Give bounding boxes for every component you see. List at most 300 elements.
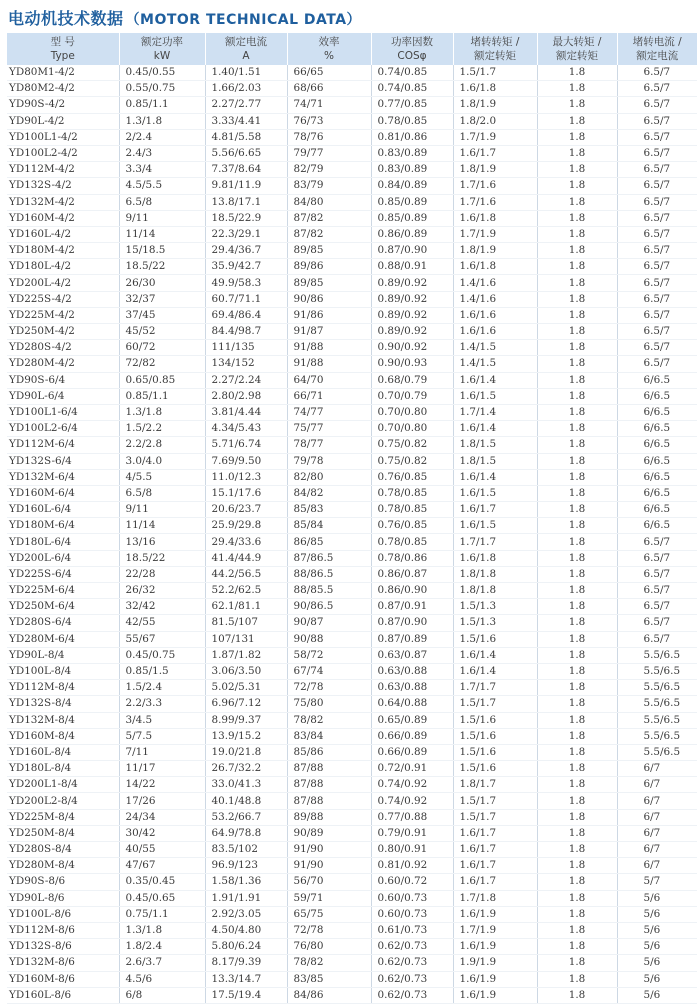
data-cell: 5.56/6.65 <box>205 145 287 161</box>
data-cell: 1.87/1.82 <box>205 647 287 663</box>
table-row <box>7 825 697 841</box>
data-cell: 1.8 <box>537 939 617 955</box>
data-cell: 1.7/1.6 <box>453 178 537 194</box>
data-cell: 68/66 <box>287 81 371 97</box>
type-cell: YD180M-6/4 <box>7 518 119 534</box>
data-cell: 1.66/2.03 <box>205 81 287 97</box>
data-cell: 1.8 <box>537 647 617 663</box>
data-cell: 13.3/14.7 <box>205 971 287 987</box>
data-cell: 0.78/0.85 <box>371 534 453 550</box>
data-cell: 84/86 <box>287 987 371 1003</box>
data-cell: 0.80/0.91 <box>371 842 453 858</box>
data-cell: 1.7/1.7 <box>453 534 537 550</box>
data-cell: 3.81/4.44 <box>205 404 287 420</box>
data-cell: 6/7 <box>617 793 697 809</box>
data-cell: 1.8 <box>537 663 617 679</box>
type-cell: YD132M-8/6 <box>7 955 119 971</box>
data-cell: 7/11 <box>119 744 205 760</box>
data-cell: 1.6/1.8 <box>453 550 537 566</box>
type-cell: YD180L-4/2 <box>7 259 119 275</box>
data-cell: 82/80 <box>287 469 371 485</box>
data-cell: 1.40/1.51 <box>205 65 287 81</box>
data-cell: 3.0/4.0 <box>119 453 205 469</box>
column-header <box>617 33 697 65</box>
data-cell: 0.62/0.73 <box>371 955 453 971</box>
data-cell: 0.87/0.90 <box>371 615 453 631</box>
data-cell: 2.27/2.77 <box>205 97 287 113</box>
data-cell: 1.8/1.8 <box>453 566 537 582</box>
type-cell: YD250M-8/4 <box>7 825 119 841</box>
table-row <box>7 162 697 178</box>
data-cell: 1.8 <box>537 210 617 226</box>
table-row <box>7 356 697 372</box>
data-cell: 1.8 <box>537 696 617 712</box>
type-cell: YD112M-8/6 <box>7 922 119 938</box>
data-cell: 0.60/0.73 <box>371 890 453 906</box>
column-header <box>453 33 537 65</box>
data-cell: 5.80/6.24 <box>205 939 287 955</box>
data-cell: 5.5/6.5 <box>617 712 697 728</box>
type-cell: YD160L-4/2 <box>7 226 119 242</box>
data-cell: 87/88 <box>287 793 371 809</box>
data-cell: 0.81/0.92 <box>371 858 453 874</box>
data-cell: 3/4.5 <box>119 712 205 728</box>
table-row <box>7 647 697 663</box>
data-cell: 42/55 <box>119 615 205 631</box>
data-cell: 6/7 <box>617 858 697 874</box>
data-cell: 1.8 <box>537 178 617 194</box>
data-cell: 6/8 <box>119 987 205 1003</box>
data-cell: 0.74/0.92 <box>371 793 453 809</box>
title-en: （MOTOR TECHNICAL DATA） <box>125 12 362 28</box>
data-cell: 6.5/7 <box>617 259 697 275</box>
data-cell: 87/88 <box>287 777 371 793</box>
data-cell: 0.45/0.55 <box>119 65 205 81</box>
data-cell: 1.8 <box>537 421 617 437</box>
data-cell: 1.3/1.8 <box>119 922 205 938</box>
data-cell: 111/135 <box>205 340 287 356</box>
type-cell: YD280S-6/4 <box>7 615 119 631</box>
type-cell: YD250M-4/2 <box>7 324 119 340</box>
data-cell: 1.8 <box>537 842 617 858</box>
data-cell: 1.8 <box>537 615 617 631</box>
data-cell: 0.87/0.89 <box>371 631 453 647</box>
data-cell: 1.8 <box>537 226 617 242</box>
table-row <box>7 696 697 712</box>
data-cell: 5.5/6.5 <box>617 647 697 663</box>
data-cell: 5.5/6.5 <box>617 696 697 712</box>
data-cell: 22.3/29.1 <box>205 226 287 242</box>
table-row <box>7 922 697 938</box>
type-cell: YD250M-6/4 <box>7 599 119 615</box>
data-cell: 1.8 <box>537 744 617 760</box>
data-cell: 1.5/1.6 <box>453 631 537 647</box>
data-cell: 18.5/22.9 <box>205 210 287 226</box>
data-cell: 83.5/102 <box>205 842 287 858</box>
data-cell: 1.6/1.7 <box>453 145 537 161</box>
data-cell: 1.7/1.9 <box>453 226 537 242</box>
data-cell: 6.5/7 <box>617 194 697 210</box>
data-cell: 13.9/15.2 <box>205 728 287 744</box>
data-cell: 85/84 <box>287 518 371 534</box>
data-cell: 1.6/1.4 <box>453 372 537 388</box>
data-cell: 67/74 <box>287 663 371 679</box>
data-cell: 82/79 <box>287 162 371 178</box>
data-cell: 4.34/5.43 <box>205 421 287 437</box>
data-cell: 1.8 <box>537 631 617 647</box>
data-cell: 0.74/0.85 <box>371 65 453 81</box>
data-cell: 78/77 <box>287 437 371 453</box>
data-cell: 90/88 <box>287 631 371 647</box>
data-cell: 1.7/1.8 <box>453 890 537 906</box>
data-cell: 0.55/0.75 <box>119 81 205 97</box>
page-title <box>8 6 361 29</box>
data-cell: 1.8 <box>537 809 617 825</box>
table-row <box>7 987 697 1003</box>
data-cell: 0.66/0.89 <box>371 728 453 744</box>
data-cell: 41.4/44.9 <box>205 550 287 566</box>
data-cell: 1.8 <box>537 404 617 420</box>
data-cell: 83/85 <box>287 971 371 987</box>
table-row <box>7 65 697 81</box>
data-cell: 85/83 <box>287 502 371 518</box>
data-cell: 29.4/36.7 <box>205 243 287 259</box>
table-row <box>7 178 697 194</box>
data-cell: 8.17/9.39 <box>205 955 287 971</box>
table-row <box>7 728 697 744</box>
data-cell: 6.5/7 <box>617 340 697 356</box>
data-cell: 5/6 <box>617 971 697 987</box>
data-cell: 60.7/71.1 <box>205 291 287 307</box>
type-cell: YD280M-4/2 <box>7 356 119 372</box>
data-cell: 2/2.4 <box>119 129 205 145</box>
data-cell: 0.81/0.86 <box>371 129 453 145</box>
table-row <box>7 793 697 809</box>
data-cell: 6.5/7 <box>617 599 697 615</box>
data-cell: 0.62/0.73 <box>371 939 453 955</box>
data-cell: 0.90/0.92 <box>371 340 453 356</box>
data-cell: 1.5/1.7 <box>453 809 537 825</box>
data-cell: 0.74/0.92 <box>371 777 453 793</box>
data-cell: 1.8 <box>537 291 617 307</box>
data-cell: 5/6 <box>617 939 697 955</box>
data-cell: 90/87 <box>287 615 371 631</box>
table-body <box>7 65 697 1003</box>
data-cell: 0.87/0.91 <box>371 599 453 615</box>
column-header-label: 堵转电流 / <box>632 36 682 48</box>
header-row <box>7 33 697 65</box>
data-cell: 1.6/1.5 <box>453 388 537 404</box>
data-cell: 6/6.5 <box>617 518 697 534</box>
type-cell: YD280S-8/4 <box>7 842 119 858</box>
data-cell: 5.71/6.74 <box>205 437 287 453</box>
type-cell: YD225S-4/2 <box>7 291 119 307</box>
table-row <box>7 453 697 469</box>
data-cell: 33.0/41.3 <box>205 777 287 793</box>
data-cell: 6/6.5 <box>617 388 697 404</box>
data-cell: 1.6/1.9 <box>453 906 537 922</box>
type-cell: YD90L-8/4 <box>7 647 119 663</box>
data-cell: 1.8/2.0 <box>453 113 537 129</box>
data-cell: 6/6.5 <box>617 437 697 453</box>
data-cell: 1.6/1.5 <box>453 518 537 534</box>
data-cell: 4.50/4.80 <box>205 922 287 938</box>
data-cell: 1.5/1.3 <box>453 599 537 615</box>
data-cell: 6/7 <box>617 842 697 858</box>
data-cell: 26/30 <box>119 275 205 291</box>
motor-data-table <box>7 33 697 1004</box>
data-cell: 32/37 <box>119 291 205 307</box>
data-cell: 66/65 <box>287 65 371 81</box>
data-cell: 91/86 <box>287 307 371 323</box>
data-cell: 1.8 <box>537 712 617 728</box>
data-cell: 1.5/1.3 <box>453 615 537 631</box>
data-cell: 1.8/1.5 <box>453 437 537 453</box>
table-row <box>7 259 697 275</box>
data-cell: 0.75/1.1 <box>119 906 205 922</box>
data-cell: 1.8 <box>537 987 617 1003</box>
data-cell: 6.5/7 <box>617 145 697 161</box>
data-cell: 1.8 <box>537 388 617 404</box>
type-cell: YD90L-4/2 <box>7 113 119 129</box>
data-cell: 76/80 <box>287 939 371 955</box>
data-cell: 29.4/33.6 <box>205 534 287 550</box>
data-cell: 91/88 <box>287 340 371 356</box>
table-row <box>7 421 697 437</box>
data-cell: 35.9/42.7 <box>205 259 287 275</box>
table-row <box>7 550 697 566</box>
type-cell: YD132S-8/4 <box>7 696 119 712</box>
data-cell: 4.5/5.5 <box>119 178 205 194</box>
data-cell: 25.9/29.8 <box>205 518 287 534</box>
data-cell: 6.5/7 <box>617 291 697 307</box>
table-row <box>7 97 697 113</box>
type-cell: YD112M-6/4 <box>7 437 119 453</box>
data-cell: 85/86 <box>287 744 371 760</box>
data-cell: 0.79/0.91 <box>371 825 453 841</box>
data-cell: 15.1/17.6 <box>205 485 287 501</box>
data-cell: 3.3/4 <box>119 162 205 178</box>
data-cell: 1.8 <box>537 453 617 469</box>
data-cell: 6.5/7 <box>617 178 697 194</box>
data-cell: 0.89/0.92 <box>371 275 453 291</box>
data-cell: 0.75/0.82 <box>371 437 453 453</box>
type-cell: YD160M-6/4 <box>7 485 119 501</box>
data-cell: 78/82 <box>287 712 371 728</box>
data-cell: 2.2/3.3 <box>119 696 205 712</box>
data-cell: 11/17 <box>119 761 205 777</box>
type-cell: YD280S-4/2 <box>7 340 119 356</box>
data-cell: 0.66/0.89 <box>371 744 453 760</box>
data-cell: 1.9/1.9 <box>453 955 537 971</box>
data-cell: 9.81/11.9 <box>205 178 287 194</box>
data-cell: 1.6/1.8 <box>453 259 537 275</box>
data-cell: 2.2/2.8 <box>119 437 205 453</box>
data-cell: 1.5/1.7 <box>453 793 537 809</box>
data-cell: 87/86.5 <box>287 550 371 566</box>
data-cell: 40.1/48.8 <box>205 793 287 809</box>
type-cell: YD132M-6/4 <box>7 469 119 485</box>
column-header <box>7 33 119 65</box>
type-cell: YD80M2-4/2 <box>7 81 119 97</box>
data-cell: 1.8 <box>537 372 617 388</box>
type-cell: YD90L-8/6 <box>7 890 119 906</box>
data-cell: 1.8 <box>537 906 617 922</box>
type-cell: YD112M-4/2 <box>7 162 119 178</box>
data-cell: 6/7 <box>617 825 697 841</box>
data-cell: 1.5/2.2 <box>119 421 205 437</box>
type-cell: YD280M-6/4 <box>7 631 119 647</box>
data-cell: 2.6/3.7 <box>119 955 205 971</box>
data-cell: 1.8 <box>537 81 617 97</box>
type-cell: YD132S-6/4 <box>7 453 119 469</box>
data-cell: 87/82 <box>287 210 371 226</box>
data-cell: 0.85/1.1 <box>119 388 205 404</box>
data-cell: 6.5/7 <box>617 615 697 631</box>
data-cell: 0.78/0.86 <box>371 550 453 566</box>
table-row <box>7 324 697 340</box>
data-cell: 1.3/1.8 <box>119 113 205 129</box>
data-cell: 26.7/32.2 <box>205 761 287 777</box>
data-cell: 74/77 <box>287 404 371 420</box>
data-cell: 107/131 <box>205 631 287 647</box>
table-row <box>7 485 697 501</box>
data-cell: 1.6/1.4 <box>453 469 537 485</box>
data-cell: 13/16 <box>119 534 205 550</box>
data-cell: 1.5/2.4 <box>119 680 205 696</box>
data-cell: 20.6/23.7 <box>205 502 287 518</box>
data-cell: 1.5/1.7 <box>453 696 537 712</box>
data-cell: 1.8 <box>537 65 617 81</box>
type-cell: YD180L-8/4 <box>7 761 119 777</box>
data-cell: 1.8 <box>537 518 617 534</box>
data-cell: 0.85/1.5 <box>119 663 205 679</box>
table-row <box>7 113 697 129</box>
data-cell: 6/6.5 <box>617 485 697 501</box>
data-cell: 9/11 <box>119 210 205 226</box>
table-row <box>7 874 697 890</box>
data-cell: 1.8 <box>537 275 617 291</box>
data-cell: 0.62/0.73 <box>371 987 453 1003</box>
column-header-sublabel: % <box>324 50 334 62</box>
data-cell: 2.80/2.98 <box>205 388 287 404</box>
data-cell: 0.86/0.89 <box>371 226 453 242</box>
data-cell: 91/88 <box>287 356 371 372</box>
data-cell: 1.6/1.7 <box>453 858 537 874</box>
type-cell: YD160L-8/6 <box>7 987 119 1003</box>
data-cell: 83/84 <box>287 728 371 744</box>
type-cell: YD160M-8/4 <box>7 728 119 744</box>
data-cell: 40/55 <box>119 842 205 858</box>
data-cell: 5.5/6.5 <box>617 728 697 744</box>
data-cell: 66/71 <box>287 388 371 404</box>
data-cell: 0.86/0.90 <box>371 583 453 599</box>
data-cell: 5.02/5.31 <box>205 680 287 696</box>
data-cell: 81.5/107 <box>205 615 287 631</box>
table-row <box>7 842 697 858</box>
data-cell: 87/82 <box>287 226 371 242</box>
table-row <box>7 404 697 420</box>
data-cell: 0.72/0.91 <box>371 761 453 777</box>
type-cell: YD80M1-4/2 <box>7 65 119 81</box>
table-row <box>7 712 697 728</box>
data-cell: 6/7 <box>617 777 697 793</box>
data-cell: 3.33/4.41 <box>205 113 287 129</box>
data-cell: 8.99/9.37 <box>205 712 287 728</box>
table-row <box>7 518 697 534</box>
type-cell: YD100L1-4/2 <box>7 129 119 145</box>
data-cell: 1.8 <box>537 145 617 161</box>
data-cell: 58/72 <box>287 647 371 663</box>
table-row <box>7 194 697 210</box>
data-cell: 1.6/1.6 <box>453 307 537 323</box>
data-cell: 78/82 <box>287 955 371 971</box>
column-header <box>205 33 287 65</box>
data-cell: 0.63/0.87 <box>371 647 453 663</box>
type-cell: YD200L-4/2 <box>7 275 119 291</box>
type-cell: YD90S-8/6 <box>7 874 119 890</box>
table-row <box>7 534 697 550</box>
data-cell: 0.60/0.73 <box>371 906 453 922</box>
data-cell: 1.8 <box>537 534 617 550</box>
data-cell: 84/80 <box>287 194 371 210</box>
data-cell: 6.5/7 <box>617 226 697 242</box>
data-cell: 1.4/1.6 <box>453 275 537 291</box>
data-cell: 1.5/1.6 <box>453 712 537 728</box>
data-cell: 47/67 <box>119 858 205 874</box>
data-cell: 6.5/7 <box>617 113 697 129</box>
data-cell: 1.8 <box>537 307 617 323</box>
data-cell: 6/7 <box>617 809 697 825</box>
data-cell: 1.5/1.6 <box>453 728 537 744</box>
data-cell: 6/6.5 <box>617 404 697 420</box>
data-cell: 0.70/0.80 <box>371 421 453 437</box>
data-cell: 1.8 <box>537 113 617 129</box>
data-cell: 0.83/0.89 <box>371 162 453 178</box>
table-row <box>7 307 697 323</box>
column-header-sublabel: Type <box>50 50 75 62</box>
data-cell: 1.8/2.4 <box>119 939 205 955</box>
column-header-sublabel: COSφ <box>397 50 427 62</box>
type-cell: YD225M-6/4 <box>7 583 119 599</box>
type-cell: YD200L1-8/4 <box>7 777 119 793</box>
table-row <box>7 291 697 307</box>
data-cell: 134/152 <box>205 356 287 372</box>
data-cell: 6.5/7 <box>617 65 697 81</box>
data-cell: 89/85 <box>287 275 371 291</box>
data-cell: 32/42 <box>119 599 205 615</box>
data-cell: 0.45/0.75 <box>119 647 205 663</box>
data-cell: 6.5/7 <box>617 324 697 340</box>
data-cell: 56/70 <box>287 874 371 890</box>
data-cell: 1.6/1.7 <box>453 874 537 890</box>
data-cell: 18.5/22 <box>119 259 205 275</box>
data-cell: 84.4/98.7 <box>205 324 287 340</box>
data-cell: 1.8 <box>537 874 617 890</box>
data-cell: 86/85 <box>287 534 371 550</box>
data-cell: 1.8/1.5 <box>453 453 537 469</box>
type-cell: YD100L2-6/4 <box>7 421 119 437</box>
data-cell: 0.35/0.45 <box>119 874 205 890</box>
data-cell: 5/6 <box>617 906 697 922</box>
data-cell: 1.8 <box>537 356 617 372</box>
data-cell: 1.5/1.6 <box>453 744 537 760</box>
data-cell: 1.8 <box>537 259 617 275</box>
data-cell: 89/88 <box>287 809 371 825</box>
data-cell: 0.86/0.87 <box>371 566 453 582</box>
data-cell: 1.6/1.9 <box>453 971 537 987</box>
data-cell: 0.61/0.73 <box>371 922 453 938</box>
